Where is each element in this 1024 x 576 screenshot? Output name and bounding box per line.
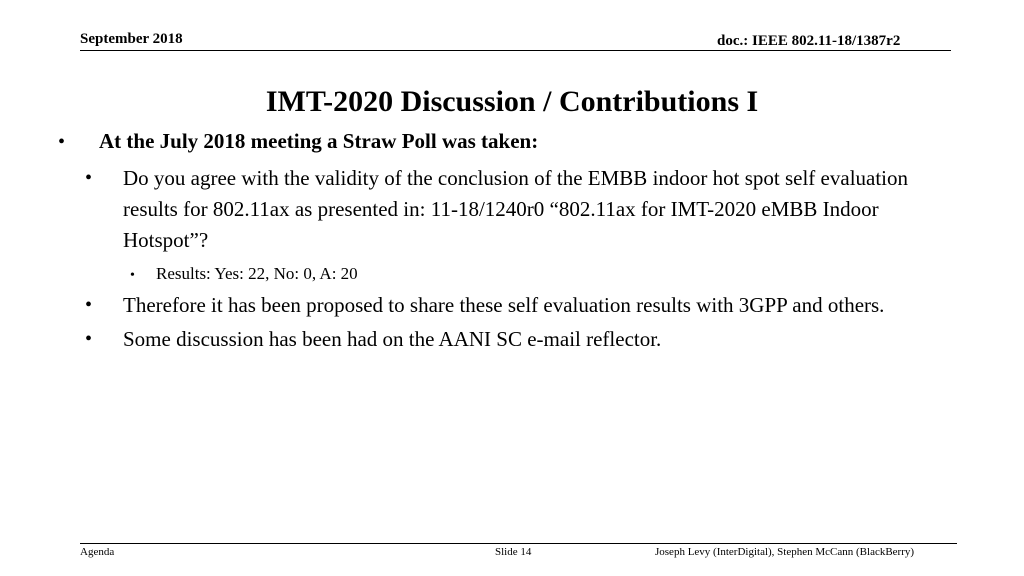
footer-authors: Joseph Levy (InterDigital), Stephen McCann (BlackBerry): [655, 546, 915, 558]
header-doc-id: doc.: IEEE 802.11-18/1387r2: [717, 33, 901, 49]
bullet-icon: •: [85, 328, 93, 350]
footer-section: Agenda: [80, 546, 115, 558]
slide-title: IMT-2020 Discussion / Contributions I: [265, 85, 759, 118]
bullet-icon: •: [130, 268, 135, 283]
bullet-level2-text: Do you agree with the validity of the conclusion of the EMBB indoor hot spot self evaluation results for 802.11ax as presented in: 11-18/1240r0 “802.11ax for IMT-2020 eMBB Indoor Hotspot”?: [123, 166, 909, 252]
footer-divider: [80, 543, 957, 544]
bullet-icon: •: [85, 167, 93, 189]
bullet-level2-text: Some discussion has been had on the AANI SC e-mail reflector.: [123, 327, 662, 351]
bullet-level3-text: Results: Yes: 22, No: 0, A: 20: [156, 264, 358, 283]
bullet-level2-text: Therefore it has been proposed to share these self evaluation results with 3GPP and others.: [123, 293, 885, 317]
bullet-icon: •: [58, 131, 66, 153]
bullet-level1-text: At the July 2018 meeting a Straw Poll was taken:: [99, 129, 539, 153]
slide-number: Slide 14: [495, 546, 532, 558]
header-divider: [80, 50, 951, 51]
header-date: September 2018: [80, 31, 183, 47]
bullet-icon: •: [85, 294, 93, 316]
